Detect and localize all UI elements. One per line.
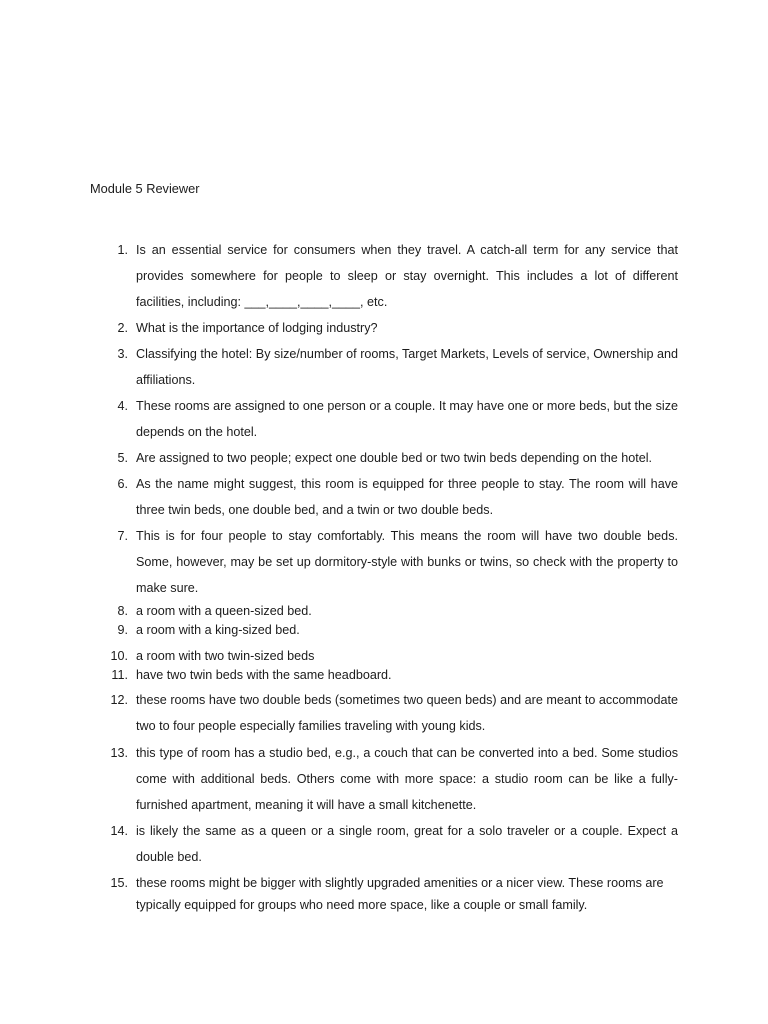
item-number: 1.	[117, 243, 128, 257]
item-text: Classifying the hotel: By size/number of rooms, Target Markets, Levels of service, Ownership and affiliations.	[136, 347, 678, 387]
list-item	[108, 445, 678, 471]
item-text: a room with a queen-sized bed.	[136, 604, 312, 618]
list-item	[108, 315, 678, 341]
item-text: a room with two twin-sized beds	[136, 649, 315, 663]
item-number: 9.	[117, 623, 128, 637]
list-item	[108, 471, 678, 523]
item-text: As the name might suggest, this room is equipped for three people to stay. The room will have three twin beds, one double bed, and a twin or two double beds.	[136, 477, 678, 517]
item-number: 5.	[117, 451, 128, 465]
item-text: a room with a king-sized bed.	[136, 623, 300, 637]
item-text: Are assigned to two people; expect one double bed or two twin beds depending on the hotel.	[136, 451, 653, 465]
list-item	[108, 237, 678, 315]
item-text: Is an essential service for consumers when they travel. A catch-all term for any service that provides somewhere for people to sleep or stay overnight. This includes a lot of different facilities, including: ___,____,____,____, etc.	[136, 243, 678, 309]
item-text: these rooms have two double beds (sometimes two queen beds) and are meant to accommodate two to four people especially families traveling with young kids.	[136, 693, 678, 733]
document-title: Module 5 Reviewer	[90, 181, 200, 196]
item-number: 11.	[111, 668, 128, 682]
list-item	[108, 523, 678, 601]
item-number: 14.	[110, 824, 128, 838]
list-item	[108, 341, 678, 393]
list-item	[108, 687, 678, 739]
item-text: is likely the same as a queen or a single room, great for a solo traveler or a couple. Expect a double bed.	[136, 824, 678, 864]
item-text: These rooms are assigned to one person or a couple. It may have one or more beds, but the size depends on the hotel.	[136, 399, 678, 439]
item-number: 8.	[117, 604, 128, 618]
list-item	[108, 647, 678, 666]
item-text-line: typically equipped for groups who need more space, like a couple or small family.	[136, 898, 588, 912]
list-item	[108, 621, 678, 640]
list-item	[108, 870, 678, 915]
list-item	[108, 740, 678, 818]
item-number: 4.	[117, 399, 128, 413]
item-text: This is for four people to stay comfortably. This means the room will have two double beds. Some, however, may be set up dormitory-style with bunks or twins, so check with the property to make sure.	[136, 529, 678, 595]
item-number: 6.	[117, 477, 128, 491]
list-item	[108, 666, 678, 685]
item-number: 10.	[110, 649, 128, 663]
item-number: 3.	[117, 347, 128, 361]
item-text: What is the importance of lodging industry?	[136, 321, 378, 335]
item-number: 13.	[110, 746, 128, 760]
item-number: 12.	[110, 693, 128, 707]
item-text: have two twin beds with the same headboard.	[136, 668, 392, 682]
item-number: 7.	[117, 529, 128, 543]
item-number: 15.	[110, 876, 128, 890]
item-text	[136, 870, 678, 915]
item-text-line: these rooms might be bigger with slightly upgraded amenities or a nicer view. These rooms are	[136, 876, 664, 890]
item-text: this type of room has a studio bed, e.g., a couch that can be converted into a bed. Some studios come with additional beds. Others come with more space: a studio room can be like a fully-furnished apartment, meaning it will have a small kitchenette.	[136, 746, 678, 812]
item-number: 2.	[117, 321, 128, 335]
list-item	[108, 602, 678, 621]
list-item	[108, 818, 678, 870]
list-item	[108, 393, 678, 445]
